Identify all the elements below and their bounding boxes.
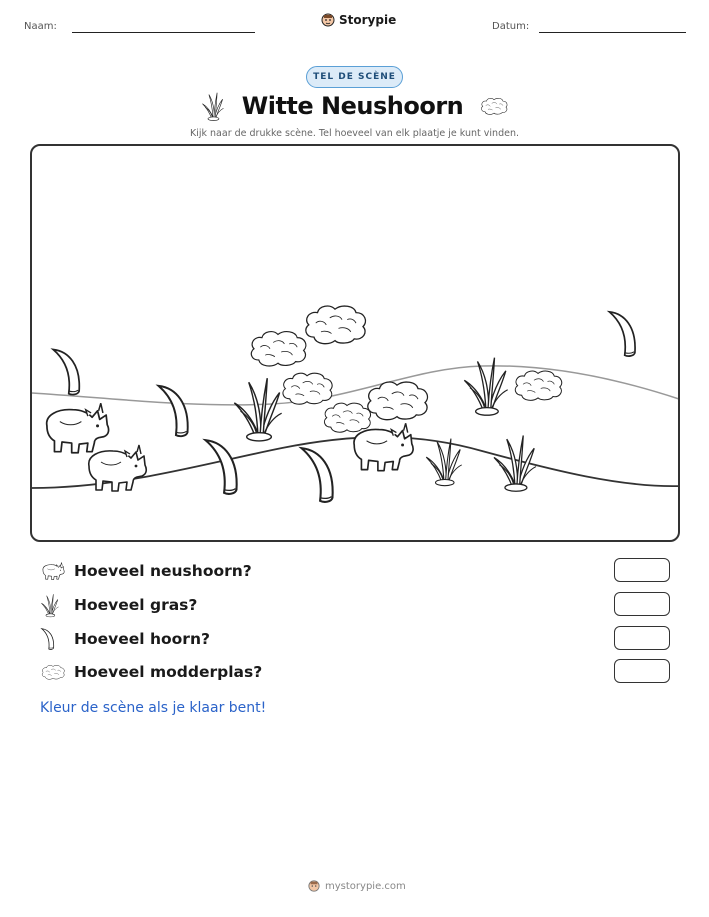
rhino-icon bbox=[40, 561, 66, 581]
mud-puddle bbox=[368, 382, 428, 420]
site-footer bbox=[308, 880, 406, 892]
grass-icon bbox=[200, 90, 226, 122]
scene-illustration bbox=[32, 146, 680, 542]
question-text: Hoeveel modderplas? bbox=[74, 663, 263, 681]
horn bbox=[53, 349, 79, 394]
instructions: Kijk naar de drukke scène. Tel hoeveel van elk plaatje je kunt vinden. bbox=[190, 128, 519, 139]
storypie-mascot-icon bbox=[308, 880, 320, 892]
grass-icon bbox=[40, 592, 60, 618]
title-row bbox=[0, 90, 709, 122]
question-text: Hoeveel neushoorn? bbox=[74, 562, 252, 580]
grass-tuft bbox=[234, 378, 281, 441]
horn bbox=[301, 448, 332, 502]
date-line[interactable] bbox=[539, 32, 686, 33]
question-mud-puddle bbox=[40, 659, 670, 685]
rhino bbox=[89, 445, 146, 491]
question-grass bbox=[40, 592, 670, 618]
horn-icon bbox=[40, 627, 56, 651]
answer-box-grass[interactable] bbox=[614, 592, 670, 616]
horn bbox=[609, 312, 635, 356]
color-instruction: Kleur de scène als je klaar bent! bbox=[40, 700, 267, 716]
brand-name: Storypie bbox=[339, 13, 397, 27]
date-label: Datum: bbox=[492, 21, 530, 32]
answer-box-rhino[interactable] bbox=[614, 558, 670, 582]
name-label: Naam: bbox=[24, 21, 57, 32]
mud-puddle-icon bbox=[40, 663, 66, 681]
question-text: Hoeveel gras? bbox=[74, 596, 198, 614]
answer-box-horn[interactable] bbox=[614, 626, 670, 650]
grass-tuft bbox=[426, 439, 461, 486]
horn bbox=[205, 440, 236, 494]
count-scene bbox=[30, 144, 680, 542]
rhino bbox=[47, 403, 109, 453]
question-text: Hoeveel hoorn? bbox=[74, 630, 210, 648]
page-title: Witte Neushoorn bbox=[241, 92, 464, 120]
answer-box-mud-puddle[interactable] bbox=[614, 659, 670, 683]
horn bbox=[159, 386, 188, 436]
name-line[interactable] bbox=[72, 32, 255, 33]
hill-line-back bbox=[32, 366, 680, 405]
mud-puddle bbox=[283, 373, 332, 404]
mud-puddle bbox=[306, 306, 366, 344]
mud-puddle bbox=[251, 332, 306, 366]
mud-puddle bbox=[515, 371, 561, 400]
question-horn bbox=[40, 626, 670, 652]
mud-puddle-icon bbox=[479, 95, 509, 117]
brand-logo bbox=[321, 13, 396, 27]
site-url: mystorypie.com bbox=[325, 880, 406, 892]
count-scene-badge: TEL DE SCÈNE bbox=[306, 66, 403, 88]
mud-puddle bbox=[324, 403, 370, 432]
question-rhino bbox=[40, 558, 670, 584]
storypie-mascot-icon bbox=[321, 13, 335, 27]
rhino bbox=[354, 423, 413, 470]
